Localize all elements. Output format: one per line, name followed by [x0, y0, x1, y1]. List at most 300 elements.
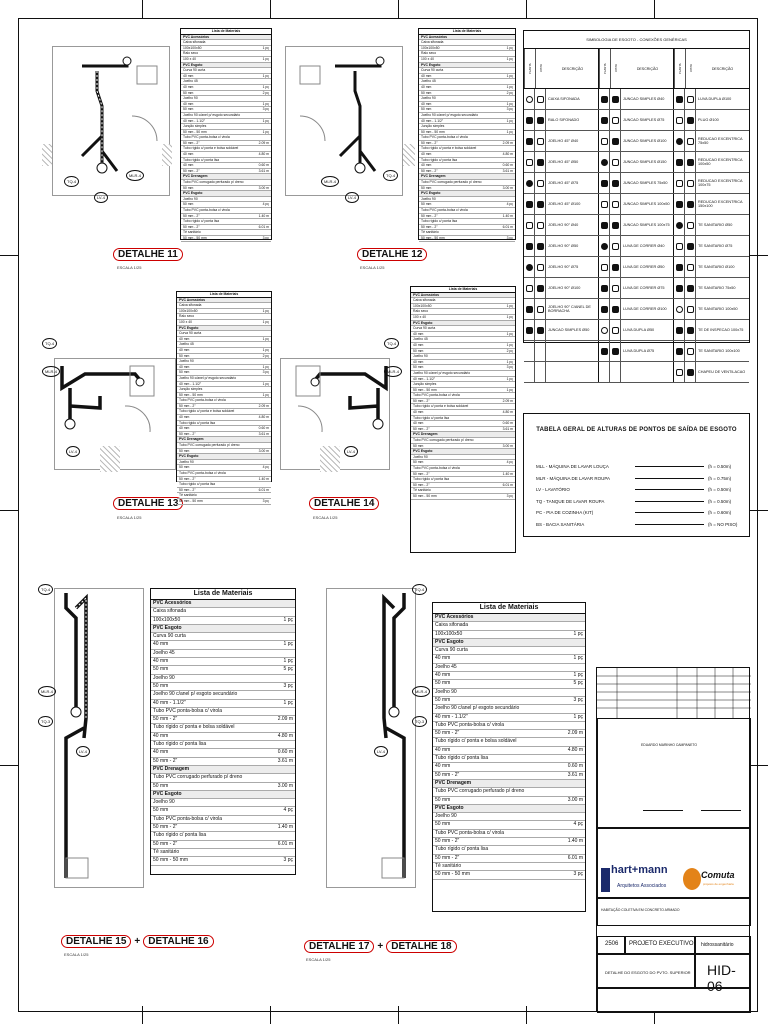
material-desc: 50 mm: [413, 348, 424, 353]
symbol-entry: [524, 299, 599, 319]
fitting-view-icon: [612, 243, 619, 250]
material-desc: Tê sanitário: [153, 848, 180, 855]
material-qty: 4 pç: [262, 202, 269, 207]
symbol-desc: TE SANITARIO 100x50: [698, 307, 738, 311]
fitting-view-icon: [687, 243, 694, 250]
border-tick: [526, 1006, 527, 1024]
symbol-entry: [599, 278, 674, 298]
material-qty: [253, 493, 269, 498]
fitting-plan-icon: [526, 285, 533, 292]
material-row: [151, 733, 295, 741]
material-desc: 50 mm: [421, 107, 432, 112]
symbol-entry: [524, 362, 599, 382]
project-number: 2506: [605, 941, 619, 947]
material-qty: 1 pç: [506, 118, 513, 123]
material-qty: [495, 449, 513, 454]
symbol-desc: JUNCAO SIMPLES Ø100: [623, 139, 667, 143]
material-row: [151, 832, 295, 840]
pipe-drawing: [280, 336, 408, 476]
border-tick: [398, 1006, 399, 1024]
material-row: [151, 683, 295, 691]
detail-label: DETALHE 15: [61, 935, 131, 948]
material-desc: 40 mm - 1.1/2": [183, 118, 206, 123]
fitting-plan-icon: [676, 369, 683, 376]
material-desc: 50 mm: [435, 821, 451, 828]
material-desc: Joelho 90 c/anel p/ esgoto secundário: [413, 370, 471, 375]
material-row: [433, 697, 585, 705]
symbol-desc: TE SANITARIO 75x50: [698, 286, 736, 290]
symbol-entry: [524, 341, 599, 361]
material-row: [151, 849, 295, 857]
material-qty: [254, 146, 269, 151]
material-qty: [556, 846, 583, 853]
material-desc: PVC Esgoto: [413, 320, 433, 325]
fitting-plan-icon: [601, 306, 608, 313]
material-desc: Tubo PVC ponta-bolsa c/ virola: [153, 815, 223, 822]
materials-table: [150, 588, 296, 875]
material-qty: [254, 208, 269, 213]
material-desc: 100 x 40: [421, 56, 435, 61]
material-desc: PVC Drenagem: [183, 174, 208, 179]
material-desc: 40 mm: [153, 732, 169, 739]
material-qty: [495, 477, 513, 482]
material-desc: 50 mm - 2": [435, 838, 460, 845]
material-desc: Joelho 45: [179, 342, 194, 347]
material-desc: Joelho 90: [421, 196, 436, 201]
pipe-drawing: [36, 578, 148, 898]
material-qty: [556, 813, 583, 820]
fitting-plan-icon: [601, 201, 608, 208]
symbology-row: [524, 299, 749, 320]
material-qty: 2.09 m: [258, 403, 269, 408]
material-qty: [253, 314, 269, 319]
detail-14-plan: [280, 336, 408, 476]
point-tag: LV-4: [344, 446, 358, 457]
point-tag: TQ-4: [384, 338, 399, 349]
border-tick: [270, 0, 271, 18]
symbology-row: [524, 89, 749, 110]
fitting-plan-icon: [676, 159, 683, 166]
partner-subtitle: projetos de engenharia: [703, 882, 734, 886]
material-qty: 3 pç: [262, 235, 269, 240]
material-desc: Tubo rígido c/ ponta e bolsa soldável: [413, 404, 469, 409]
symbol-desc: PLUG Ø100: [698, 118, 719, 122]
material-qty: [556, 863, 583, 870]
material-row: [433, 622, 585, 630]
material-desc: Tubo rígido c/ ponta e bolsa soldável: [153, 724, 235, 731]
border-tick: [142, 0, 143, 18]
material-qty: 4.80 m: [502, 152, 513, 157]
material-qty: 3 pç: [506, 493, 513, 498]
material-qty: 4.80 m: [258, 415, 269, 420]
material-desc: Tubo rígido c/ ponta e bolsa soldável: [435, 738, 517, 745]
material-desc: Tubo rígido c/ ponta lisa: [183, 219, 220, 224]
material-qty: 1 pç: [262, 45, 269, 50]
detail-scale: ESCALA 1/25: [64, 952, 89, 957]
symbol-desc: JUNCAO SIMPLES 75x50: [623, 181, 668, 185]
leader-line: [635, 476, 704, 479]
material-desc: 40 mm: [435, 763, 451, 770]
material-qty: [495, 337, 513, 342]
col-head: PLANTA: [674, 49, 685, 88]
material-qty: 3.61 m: [502, 168, 513, 173]
footer-cell: [597, 988, 751, 1013]
height-row: [536, 510, 742, 515]
material-qty: [254, 63, 269, 68]
detail-12-plan: [285, 46, 415, 222]
materials-title: Lista de Materiais: [433, 603, 585, 614]
material-qty: [496, 68, 513, 73]
material-desc: 50 mm: [153, 666, 169, 673]
material-desc: 50 mm: [179, 448, 190, 453]
material-desc: 50 mm: [179, 465, 190, 470]
material-row: [411, 494, 515, 500]
material-desc: 50 mm - 2": [435, 854, 460, 861]
material-desc: 50 mm - 50 mm: [179, 392, 203, 397]
material-desc: Joelho 90: [413, 354, 428, 359]
material-desc: 50 mm - 50 mm: [435, 871, 471, 878]
symbol-entry: [599, 341, 674, 361]
symbology-row: [524, 257, 749, 278]
point-tag: TQ-3: [412, 716, 427, 727]
material-desc: Curva 90 curta: [435, 647, 468, 654]
fitting-plan-icon: [601, 96, 608, 103]
material-qty: [253, 482, 269, 487]
detail-label: DETALHE 16: [143, 935, 213, 948]
material-desc: PVC Esgoto: [435, 638, 464, 645]
fitting-plan-icon: [601, 180, 608, 187]
material-qty: [556, 805, 583, 812]
material-row: [433, 813, 585, 821]
material-desc: 50 mm: [421, 185, 432, 190]
material-desc: PVC Esgoto: [179, 454, 199, 459]
material-qty: [496, 79, 513, 84]
symbol-desc: [621, 362, 672, 382]
fitting-plan-icon: [526, 243, 533, 250]
symbol-desc: JOELHO 90° C/ANEL DE BORRACHA: [548, 305, 591, 313]
symbol-desc: LUVA DUPLA Ø100: [698, 97, 732, 101]
material-qty: [253, 454, 269, 459]
material-qty: [495, 309, 513, 314]
material-qty: 4 pç: [506, 460, 513, 465]
material-row: [151, 691, 295, 699]
symbol-entry: [524, 110, 599, 130]
leader-line: [635, 464, 704, 467]
material-desc: Joelho 45: [183, 79, 198, 84]
material-desc: Tubo rígido c/ ponta lisa: [179, 420, 216, 425]
symbol-entry: [599, 173, 674, 193]
material-desc: 40 mm: [179, 347, 190, 352]
material-row: [151, 650, 295, 658]
material-row: [433, 871, 585, 879]
material-desc: 100 x 40: [413, 314, 427, 319]
symbol-entry: [674, 362, 749, 382]
material-desc: Curva 90 curta: [153, 633, 186, 640]
title-block: [596, 667, 750, 1012]
material-row: [151, 749, 295, 757]
fixture-height: (h = 0.75m): [708, 475, 732, 481]
material-desc: Caixa sifonada: [413, 298, 436, 303]
material-qty: [254, 96, 269, 101]
border-tick: [750, 255, 768, 256]
material-qty: 6.01 m: [258, 224, 269, 229]
border-tick: [0, 765, 18, 766]
material-row: [151, 608, 295, 616]
detail-scale: ESCALA 1/25: [360, 265, 385, 270]
material-row: [151, 807, 295, 815]
symbology-row: [524, 131, 749, 152]
material-desc: 50 mm - 2": [153, 757, 178, 764]
material-desc: Tubo rígido c/ ponta e bolsa soldável: [179, 409, 235, 414]
material-desc: 50 mm - 2": [179, 403, 196, 408]
material-desc: 50 mm - 2": [421, 213, 438, 218]
fitting-plan-icon: [676, 138, 683, 145]
material-qty: 1 pç: [283, 616, 293, 623]
fitting-view-icon: [537, 138, 544, 145]
material-desc: 50 mm - 2": [179, 476, 196, 481]
material-desc: 50 mm - 50 mm: [421, 235, 445, 240]
material-desc: Joelho 90 c/anel p/ esgoto secundário: [153, 691, 238, 698]
material-row: [433, 838, 585, 846]
symbol-entry: [524, 173, 599, 193]
symbol-desc: JUNCAO SIMPLES Ø40: [623, 97, 665, 101]
symbol-desc: LUVA DE CORRER Ø40: [623, 244, 665, 248]
material-desc: 40 mm: [421, 101, 432, 106]
material-qty: [253, 443, 269, 448]
material-qty: 1 pç: [262, 336, 269, 341]
material-qty: [253, 437, 269, 442]
fixture-label: PC - PIA DE COZINHA (KIT): [536, 510, 594, 515]
fitting-view-icon: [537, 222, 544, 229]
material-qty: [254, 51, 269, 56]
material-qty: [268, 832, 293, 839]
material-desc: 50 mm - 2": [179, 431, 196, 436]
material-qty: 3.00 m: [277, 782, 293, 789]
material-qty: [496, 219, 513, 224]
material-desc: Ralo seco: [421, 51, 437, 56]
detail-13-plan: [40, 336, 176, 476]
material-qty: 1 pç: [262, 73, 269, 78]
detail-17-18-plan: [322, 578, 434, 898]
material-desc: 50 mm - 2": [421, 224, 438, 229]
material-qty: 6.01 m: [567, 854, 583, 861]
material-desc: Joelho 90 c/anel p/ esgoto secundário: [421, 112, 479, 117]
material-qty: [556, 788, 583, 795]
symbol-desc: REDUCAO EXCENTRICA 150x100: [698, 200, 743, 208]
material-qty: [253, 471, 269, 476]
fitting-view-icon: [537, 159, 544, 166]
material-qty: [268, 691, 293, 698]
symbol-entry: [674, 236, 749, 256]
materials-table: [410, 286, 516, 553]
plus-sign: +: [134, 936, 141, 947]
material-desc: Joelho 45: [413, 337, 428, 342]
material-desc: 50 mm - 2": [183, 140, 200, 145]
material-desc: Caixa sifonada: [435, 622, 469, 629]
symbol-desc: [546, 362, 597, 382]
height-row: [536, 464, 742, 469]
material-desc: Tubo PVC corrugado perfurado p/ dreno: [413, 438, 474, 443]
material-desc: 100x100x50: [179, 308, 198, 313]
detail-15-16-title: [61, 935, 214, 948]
sheet-description: DETALHE DO ESGOTO DO PVTO. SUPERIOR: [605, 970, 691, 975]
material-desc: Junção simples: [413, 382, 437, 387]
material-desc: PVC Acessórios: [183, 34, 210, 39]
symbology-row: [524, 341, 749, 362]
point-tag: LV-4: [345, 192, 359, 203]
symbol-desc: JUNCAO SIMPLES 100x50: [623, 202, 670, 206]
col-head: VISTA: [535, 49, 546, 88]
fitting-plan-icon: [676, 201, 683, 208]
material-row: [433, 647, 585, 655]
material-row: [151, 791, 295, 799]
material-qty: [496, 180, 513, 185]
fitting-plan-icon: [601, 222, 608, 229]
material-desc: 40 mm: [183, 73, 194, 78]
symbol-entry: [599, 131, 674, 151]
material-qty: 6.01 m: [277, 840, 293, 847]
material-qty: [268, 774, 293, 781]
material-desc: Tubo PVC corrugado perfurado p/ dreno: [421, 180, 482, 185]
material-desc: Joelho 90: [153, 674, 175, 681]
material-desc: 50 mm - 2": [435, 730, 460, 737]
border-tick: [0, 255, 18, 256]
material-qty: [495, 488, 513, 493]
fitting-plan-icon: [601, 159, 608, 166]
material-qty: [495, 354, 513, 359]
symbol-desc: JUNCAO SIMPLES Ø50: [548, 328, 590, 332]
material-desc: Tubo PVC ponta-bolsa c/ virola: [183, 208, 230, 212]
signature-line: [701, 810, 741, 811]
symbol-desc: LUVA DUPLA Ø50: [623, 328, 655, 332]
sheet-code: HID-06: [707, 962, 736, 994]
material-desc: PVC Esgoto: [435, 804, 464, 811]
material-qty: 2.09 m: [277, 716, 293, 723]
material-row: [151, 857, 295, 865]
material-row: [177, 499, 271, 505]
materials-title: Lista de Materiais: [411, 287, 515, 293]
material-qty: [253, 326, 269, 331]
material-row: [151, 783, 295, 791]
material-desc: 40 mm: [421, 163, 432, 168]
material-desc: 50 mm: [179, 370, 190, 375]
symbol-desc: JOELHO 45° Ø75: [548, 181, 579, 185]
fitting-view-icon: [687, 159, 694, 166]
material-row: [433, 797, 585, 805]
material-desc: Tubo PVC corrugado perfurado p/ dreno: [435, 788, 525, 795]
symbology-row: [524, 194, 749, 215]
material-qty: 0.60 m: [567, 763, 583, 770]
signature-line: [643, 810, 683, 811]
symbol-desc: LUVA DE CORRER Ø75: [623, 286, 665, 290]
material-qty: 4 pç: [573, 821, 583, 828]
symbology-row: [524, 320, 749, 341]
symbology-row: [524, 278, 749, 299]
material-qty: [268, 608, 293, 615]
material-desc: Curva 90 curta: [413, 326, 436, 331]
fitting-view-icon: [612, 285, 619, 292]
fitting-view-icon: [537, 180, 544, 187]
symbol-entry: [674, 152, 749, 172]
material-qty: 3.61 m: [277, 757, 293, 764]
material-desc: 40 mm: [421, 84, 432, 89]
detail-scale: ESCALA 1/25: [313, 515, 338, 520]
material-qty: [496, 208, 513, 213]
material-row: [151, 824, 295, 832]
material-qty: [496, 230, 513, 235]
material-desc: Ralo seco: [413, 309, 429, 314]
material-qty: 0.60 m: [277, 749, 293, 756]
material-desc: 50 mm - 50 mm: [421, 129, 445, 134]
discipline: hidrossanitário: [701, 942, 734, 948]
symbol-entry: [524, 89, 599, 109]
material-qty: 4.80 m: [258, 152, 269, 157]
fitting-view-icon: [612, 264, 619, 271]
material-desc: 50 mm - 50 mm: [153, 857, 189, 864]
material-desc: Joelho 90 c/anel p/ esgoto secundário: [435, 705, 520, 712]
material-desc: 50 mm: [413, 443, 424, 448]
material-desc: Joelho 90: [421, 96, 436, 101]
material-qty: 0.60 m: [258, 163, 269, 168]
material-qty: 1.40 m: [277, 824, 293, 831]
material-desc: Joelho 90: [435, 688, 457, 695]
material-row: [433, 763, 585, 771]
fitting-view-icon: [687, 117, 694, 124]
material-qty: [556, 738, 583, 745]
material-desc: Joelho 90: [179, 359, 194, 364]
material-desc: 100x100x50: [413, 303, 432, 308]
material-qty: 3 pç: [506, 107, 513, 112]
symbol-desc: TE SANITARIO Ø75: [698, 244, 733, 248]
material-qty: [496, 135, 513, 140]
fitting-view-icon: [612, 180, 619, 187]
fitting-plan-icon: [601, 243, 608, 250]
material-desc: Tubo rígido c/ ponta lisa: [183, 157, 220, 162]
material-qty: 1 pç: [262, 319, 269, 324]
fitting-plan-icon: [676, 327, 683, 334]
material-desc: PVC Drenagem: [153, 765, 190, 772]
fitting-plan-icon: [676, 264, 683, 271]
material-qty: [254, 219, 269, 224]
material-qty: [496, 51, 513, 56]
material-desc: 50 mm - 50 mm: [179, 498, 203, 503]
material-desc: 50 mm: [153, 782, 169, 789]
material-qty: 1 pç: [506, 359, 513, 364]
height-row: [536, 522, 742, 527]
material-desc: Tê sanitário: [421, 230, 439, 235]
material-row: [433, 738, 585, 746]
fitting-plan-icon: [601, 117, 608, 124]
material-desc: PVC Acessórios: [179, 297, 206, 302]
symbol-desc: LUVA DE CORRER Ø100: [623, 307, 667, 311]
material-qty: 1 pç: [262, 364, 269, 369]
fitting-view-icon: [612, 348, 619, 355]
material-desc: PVC Esgoto: [153, 624, 182, 631]
fixture-height: (h = 0.50m): [708, 487, 732, 492]
material-row: [151, 724, 295, 732]
material-desc: Tubo PVC ponta-bolsa c/ virola: [435, 829, 505, 836]
material-qty: [268, 766, 293, 773]
material-qty: [496, 174, 513, 179]
material-desc: PVC Drenagem: [421, 174, 446, 179]
material-desc: Ralo seco: [183, 51, 199, 56]
material-desc: 50 mm - 2": [413, 471, 430, 476]
material-desc: Joelho 45: [153, 649, 175, 656]
heights-title: TABELA GERAL DE ALTURAS DE PONTOS DE SAÍDA DE ESGOTO: [536, 427, 737, 433]
material-desc: Joelho 45: [421, 79, 436, 84]
material-desc: PVC Esgoto: [153, 790, 182, 797]
materials-title: Lista de Materiais: [151, 589, 295, 600]
